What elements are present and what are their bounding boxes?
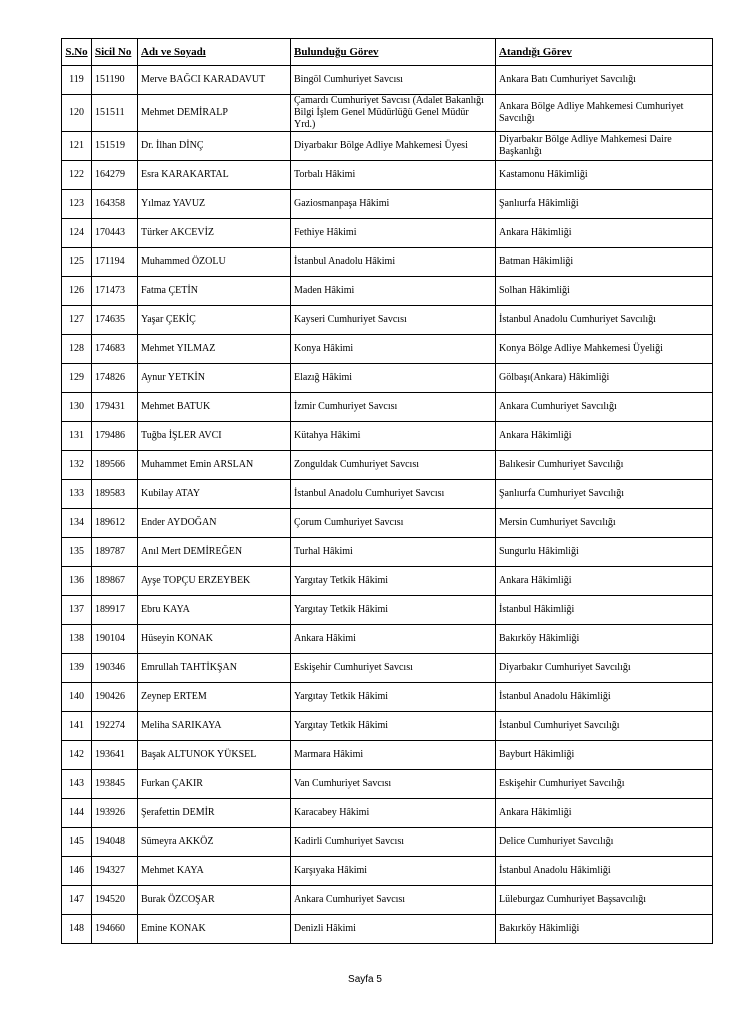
cell-sno: 146 [62,857,92,886]
cell-sicil: 189612 [92,509,138,538]
cell-sicil: 189867 [92,567,138,596]
cell-name: Muhammed ÖZOLU [138,248,291,277]
cell-current-position: Zonguldak Cumhuriyet Savcısı [291,451,496,480]
table-row [62,741,713,770]
cell-assigned-position: İstanbul Anadolu Cumhuriyet Savcılığı [496,306,713,335]
cell-assigned-position: Şanlıurfa Cumhuriyet Savcılığı [496,480,713,509]
cell-sno: 137 [62,596,92,625]
cell-sno: 147 [62,886,92,915]
cell-current-position: Karşıyaka Hâkimi [291,857,496,886]
cell-name: Mehmet KAYA [138,857,291,886]
cell-name: Ayşe TOPÇU ERZEYBEK [138,567,291,596]
cell-name: Burak ÖZCOŞAR [138,886,291,915]
cell-sicil: 194327 [92,857,138,886]
cell-sicil: 189566 [92,451,138,480]
cell-name: Şerafettin DEMİR [138,799,291,828]
cell-name: Furkan ÇAKIR [138,770,291,799]
cell-name: Emine KONAK [138,915,291,944]
cell-sno: 128 [62,335,92,364]
header-current-position: Bulunduğu Görev [291,39,496,66]
cell-current-position: Çamardı Cumhuriyet Savcısı (Adalet Bakanlığı Bilgi İşlem Genel Müdürlüğü Genel Müdür Yrd.) [291,95,496,132]
table-row [62,538,713,567]
cell-sicil: 179486 [92,422,138,451]
cell-current-position: Marmara Hâkimi [291,741,496,770]
cell-assigned-position: Şanlıurfa Hâkimliği [496,190,713,219]
cell-assigned-position: Diyarbakır Bölge Adliye Mahkemesi Daire Başkanlığı [496,132,713,161]
cell-sicil: 174635 [92,306,138,335]
cell-current-position: Yargıtay Tetkik Hâkimi [291,712,496,741]
cell-current-position: Elazığ Hâkimi [291,364,496,393]
cell-sicil: 194048 [92,828,138,857]
cell-current-position: Denizli Hâkimi [291,915,496,944]
cell-assigned-position: Ankara Hâkimliği [496,567,713,596]
table-body [62,66,713,944]
table-row [62,915,713,944]
cell-sno: 145 [62,828,92,857]
table-row [62,306,713,335]
cell-name: Anıl Mert DEMİREĞEN [138,538,291,567]
cell-sicil: 194520 [92,886,138,915]
cell-current-position: İstanbul Anadolu Cumhuriyet Savcısı [291,480,496,509]
table-row [62,132,713,161]
table-row [62,596,713,625]
table-row [62,712,713,741]
table-row [62,66,713,95]
cell-current-position: Maden Hâkimi [291,277,496,306]
cell-name: Emrullah TAHTİKŞAN [138,654,291,683]
cell-name: Yılmaz YAVUZ [138,190,291,219]
cell-sicil: 189917 [92,596,138,625]
cell-sicil: 164358 [92,190,138,219]
cell-current-position: Van Cumhuriyet Savcısı [291,770,496,799]
table-row [62,799,713,828]
cell-assigned-position: Balıkesir Cumhuriyet Savcılığı [496,451,713,480]
cell-sno: 120 [62,95,92,132]
cell-sno: 139 [62,654,92,683]
cell-sicil: 171194 [92,248,138,277]
cell-name: Türker AKCEVİZ [138,219,291,248]
cell-sno: 142 [62,741,92,770]
cell-assigned-position: İstanbul Hâkimliği [496,596,713,625]
header-assigned-position: Atandığı Görev [496,39,713,66]
cell-name: Meliha SARIKAYA [138,712,291,741]
table-row [62,248,713,277]
cell-name: Tuğba İŞLER AVCI [138,422,291,451]
cell-current-position: İstanbul Anadolu Hâkimi [291,248,496,277]
table-row [62,190,713,219]
cell-assigned-position: Solhan Hâkimliği [496,277,713,306]
cell-name: Hüseyin KONAK [138,625,291,654]
table-row [62,364,713,393]
table-row [62,335,713,364]
cell-sicil: 179431 [92,393,138,422]
cell-sno: 131 [62,422,92,451]
table-row [62,567,713,596]
cell-sicil: 164279 [92,161,138,190]
table-row [62,857,713,886]
cell-sicil: 189787 [92,538,138,567]
cell-sicil: 193926 [92,799,138,828]
cell-current-position: Karacabey Hâkimi [291,799,496,828]
cell-assigned-position: Batman Hâkimliği [496,248,713,277]
cell-sno: 123 [62,190,92,219]
cell-current-position: Kadirli Cumhuriyet Savcısı [291,828,496,857]
table-row [62,480,713,509]
cell-sno: 148 [62,915,92,944]
cell-current-position: Gaziosmanpaşa Hâkimi [291,190,496,219]
cell-assigned-position: Ankara Cumhuriyet Savcılığı [496,393,713,422]
cell-current-position: Yargıtay Tetkik Hâkimi [291,596,496,625]
header-sicil: Sicil No [92,39,138,66]
cell-assigned-position: İstanbul Anadolu Hâkimliği [496,683,713,712]
table-row [62,422,713,451]
cell-name: Başak ALTUNOK YÜKSEL [138,741,291,770]
cell-current-position: Çorum Cumhuriyet Savcısı [291,509,496,538]
cell-assigned-position: Ankara Hâkimliği [496,219,713,248]
cell-assigned-position: Bakırköy Hâkimliği [496,625,713,654]
cell-sno: 127 [62,306,92,335]
page-number: Sayfa 5 [348,974,382,985]
table-row [62,393,713,422]
cell-assigned-position: Diyarbakır Cumhuriyet Savcılığı [496,654,713,683]
cell-current-position: Yargıtay Tetkik Hâkimi [291,683,496,712]
cell-name: Esra KARAKARTAL [138,161,291,190]
cell-sicil: 192274 [92,712,138,741]
cell-sicil: 174826 [92,364,138,393]
cell-current-position: Kütahya Hâkimi [291,422,496,451]
cell-name: Mehmet DEMİRALP [138,95,291,132]
cell-sicil: 190426 [92,683,138,712]
cell-name: Aynur YETKİN [138,364,291,393]
cell-name: Sümeyra AKKÖZ [138,828,291,857]
cell-sicil: 151190 [92,66,138,95]
cell-assigned-position: Lüleburgaz Cumhuriyet Başsavcılığı [496,886,713,915]
cell-assigned-position: Bayburt Hâkimliği [496,741,713,770]
cell-current-position: Fethiye Hâkimi [291,219,496,248]
table-row [62,886,713,915]
cell-sno: 126 [62,277,92,306]
cell-sno: 129 [62,364,92,393]
cell-assigned-position: Gölbaşı(Ankara) Hâkimliği [496,364,713,393]
cell-current-position: Torbalı Hâkimi [291,161,496,190]
cell-sno: 135 [62,538,92,567]
table-row [62,219,713,248]
cell-sno: 132 [62,451,92,480]
cell-assigned-position: Ankara Batı Cumhuriyet Savcılığı [496,66,713,95]
cell-current-position: Kayseri Cumhuriyet Savcısı [291,306,496,335]
cell-name: Merve BAĞCI KARADAVUT [138,66,291,95]
cell-sicil: 190104 [92,625,138,654]
cell-name: Mehmet YILMAZ [138,335,291,364]
cell-sno: 130 [62,393,92,422]
cell-sicil: 193641 [92,741,138,770]
cell-current-position: Yargıtay Tetkik Hâkimi [291,567,496,596]
cell-assigned-position: Ankara Hâkimliği [496,799,713,828]
cell-name: Fatma ÇETİN [138,277,291,306]
cell-sicil: 190346 [92,654,138,683]
cell-sno: 134 [62,509,92,538]
table-row [62,683,713,712]
cell-sno: 141 [62,712,92,741]
cell-sno: 144 [62,799,92,828]
cell-sicil: 189583 [92,480,138,509]
table-row [62,277,713,306]
table-row [62,95,713,132]
cell-sicil: 170443 [92,219,138,248]
cell-name: Dr. İlhan DİNÇ [138,132,291,161]
cell-sno: 119 [62,66,92,95]
cell-sicil: 151519 [92,132,138,161]
cell-sno: 138 [62,625,92,654]
cell-name: Muhammet Emin ARSLAN [138,451,291,480]
cell-assigned-position: Bakırköy Hâkimliği [496,915,713,944]
cell-assigned-position: Ankara Bölge Adliye Mahkemesi Cumhuriyet Savcılığı [496,95,713,132]
table-row [62,451,713,480]
cell-name: Ebru KAYA [138,596,291,625]
cell-assigned-position: Konya Bölge Adliye Mahkemesi Üyeliği [496,335,713,364]
cell-current-position: Ankara Hâkimi [291,625,496,654]
cell-assigned-position: Delice Cumhuriyet Savcılığı [496,828,713,857]
cell-name: Ender AYDOĞAN [138,509,291,538]
cell-assigned-position: İstanbul Cumhuriyet Savcılığı [496,712,713,741]
cell-sno: 140 [62,683,92,712]
table-row [62,828,713,857]
cell-sicil: 171473 [92,277,138,306]
header-sno: S.No [62,39,92,66]
header-name: Adı ve Soyadı [138,39,291,66]
assignment-table [61,38,713,944]
cell-assigned-position: İstanbul Anadolu Hâkimliği [496,857,713,886]
cell-assigned-position: Eskişehir Cumhuriyet Savcılığı [496,770,713,799]
cell-current-position: Konya Hâkimi [291,335,496,364]
cell-sicil: 174683 [92,335,138,364]
cell-assigned-position: Mersin Cumhuriyet Savcılığı [496,509,713,538]
cell-sno: 122 [62,161,92,190]
table-row [62,770,713,799]
table-header-row [62,39,713,66]
cell-current-position: İzmir Cumhuriyet Savcısı [291,393,496,422]
cell-sno: 143 [62,770,92,799]
table-row [62,509,713,538]
cell-name: Yaşar ÇEKİÇ [138,306,291,335]
cell-name: Kubilay ATAY [138,480,291,509]
cell-current-position: Eskişehir Cumhuriyet Savcısı [291,654,496,683]
table-row [62,654,713,683]
cell-sicil: 193845 [92,770,138,799]
table-row [62,161,713,190]
cell-sno: 133 [62,480,92,509]
cell-name: Mehmet BATUK [138,393,291,422]
cell-current-position: Ankara Cumhuriyet Savcısı [291,886,496,915]
cell-current-position: Bingöl Cumhuriyet Savcısı [291,66,496,95]
cell-assigned-position: Ankara Hâkimliği [496,422,713,451]
cell-sno: 136 [62,567,92,596]
cell-sno: 125 [62,248,92,277]
cell-sicil: 194660 [92,915,138,944]
table-row [62,625,713,654]
cell-sicil: 151511 [92,95,138,132]
cell-name: Zeynep ERTEM [138,683,291,712]
cell-sno: 121 [62,132,92,161]
cell-current-position: Turhal Hâkimi [291,538,496,567]
cell-sno: 124 [62,219,92,248]
cell-assigned-position: Sungurlu Hâkimliği [496,538,713,567]
cell-current-position: Diyarbakır Bölge Adliye Mahkemesi Üyesi [291,132,496,161]
cell-assigned-position: Kastamonu Hâkimliği [496,161,713,190]
